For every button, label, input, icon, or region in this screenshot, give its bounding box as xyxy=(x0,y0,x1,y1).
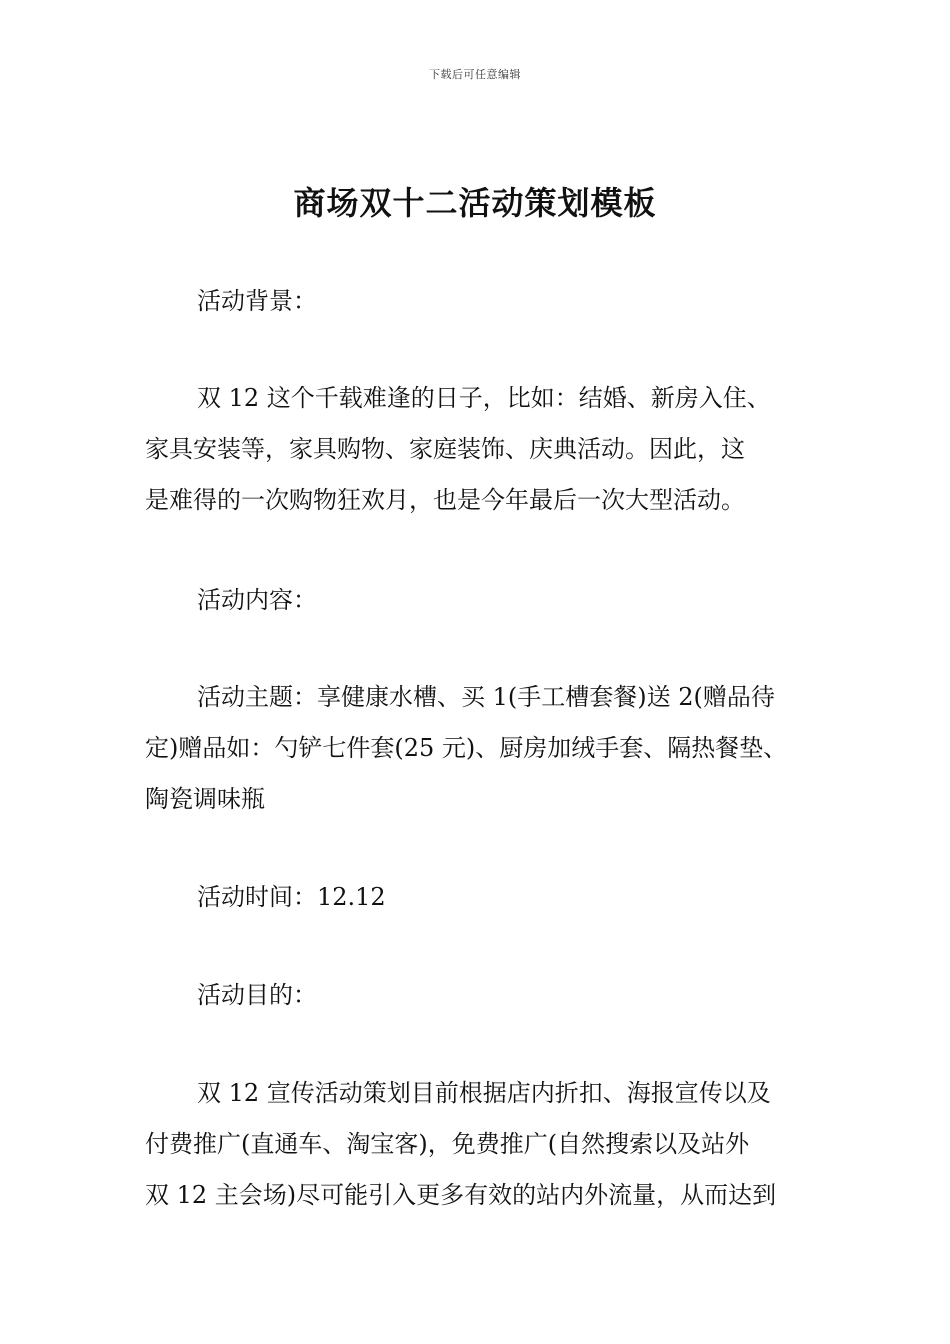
paragraph-line: 付费推广(直通车、淘宝客)，免费推广(自然搜索以及站外 xyxy=(145,1130,750,1158)
section-heading-content xyxy=(145,575,825,626)
section-heading-purpose xyxy=(145,970,825,1021)
paragraph-line: 双 12 主会场)尽可能引入更多有效的站内外流量，从而达到 xyxy=(145,1181,777,1209)
paragraph-line: 定)赠品如：勺铲七件套(25 元)、厨房加绒手套、隔热餐垫、 xyxy=(145,734,788,762)
header-note: 下载后可任意编辑 xyxy=(429,68,521,81)
paragraph-line: 家具安装等，家具购物、家庭装饰、庆典活动。因此，这 xyxy=(145,435,745,463)
paragraph-line: 双 12 这个千载难逢的日子，比如：结婚、新房入住、 xyxy=(197,384,771,412)
paragraph-line: 陶瓷调味瓶 xyxy=(145,785,265,813)
paragraph-line: 双 12 宣传活动策划目前根据店内折扣、海报宣传以及 xyxy=(197,1079,771,1107)
heading-text: 活动内容： xyxy=(197,586,317,614)
paragraph-purpose xyxy=(145,1068,825,1221)
paragraph-line: 活动时间：12.12 xyxy=(197,883,386,911)
paragraph-line: 活动主题：享健康水槽、买 1(手工槽套餐)送 2(赠品待 xyxy=(197,683,775,711)
heading-text: 活动背景： xyxy=(197,287,317,315)
paragraph-time xyxy=(145,872,825,923)
paragraph-theme xyxy=(145,672,825,825)
section-heading-background xyxy=(145,276,825,327)
paragraph-background xyxy=(145,373,825,526)
document-title: 商场双十二活动策划模板 xyxy=(293,184,657,222)
heading-text: 活动目的： xyxy=(197,981,317,1009)
paragraph-line: 是难得的一次购物狂欢月，也是今年最后一次大型活动。 xyxy=(145,486,745,514)
